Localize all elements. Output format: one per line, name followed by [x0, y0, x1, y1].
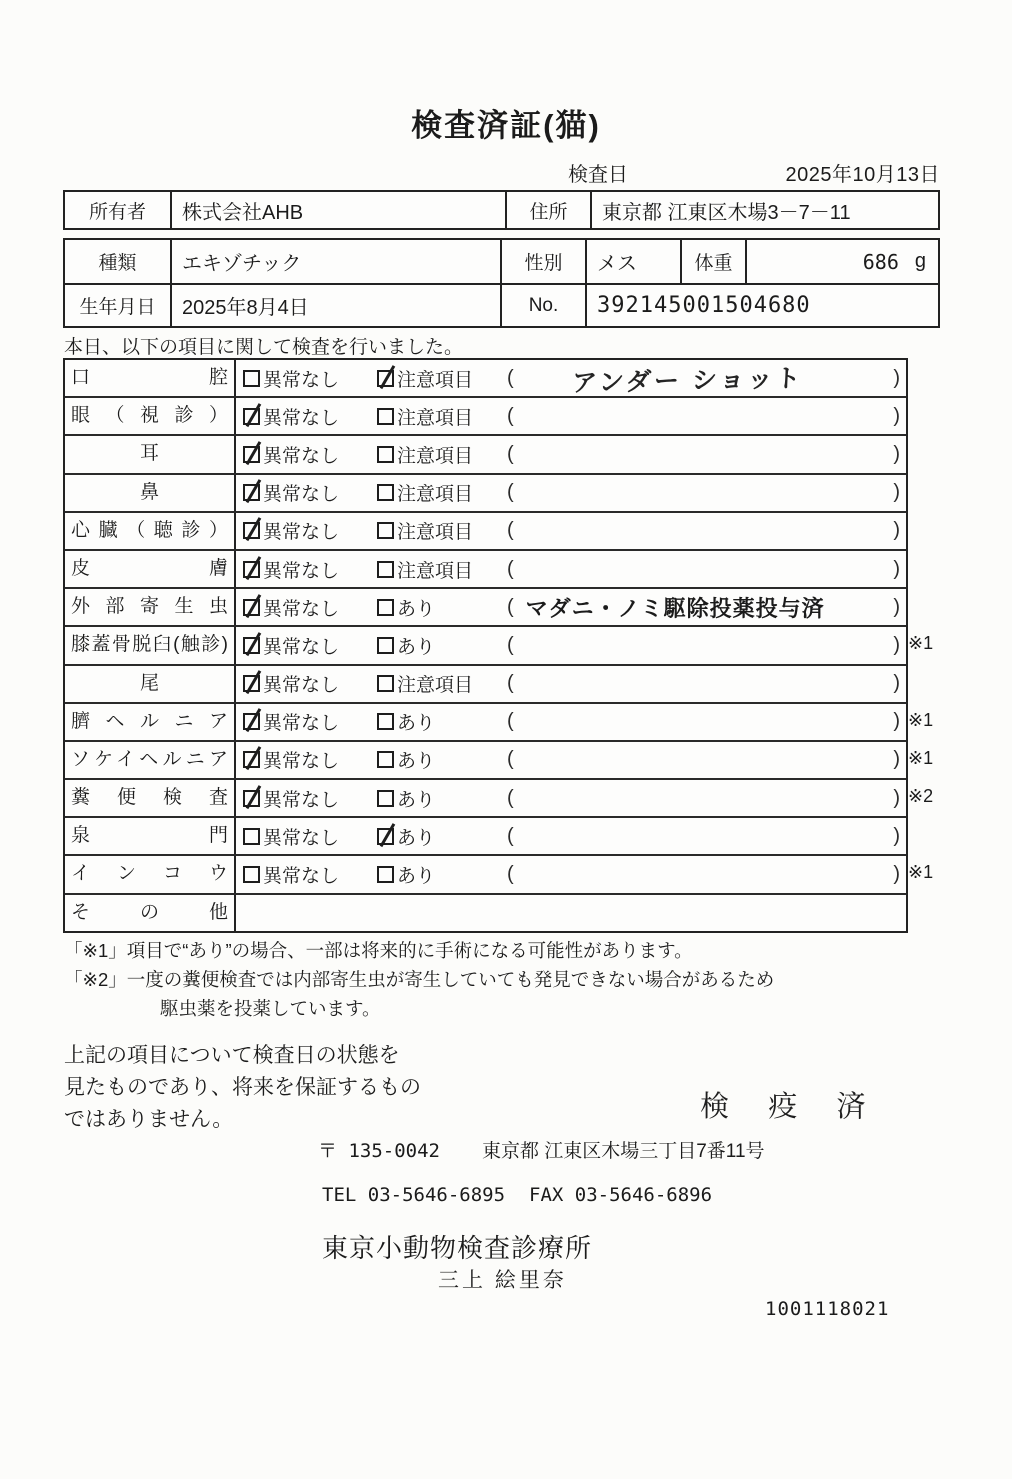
- inspection-row: [65, 396, 906, 434]
- paren-close: ): [893, 481, 900, 504]
- inspection-item-label: 糞便検査: [65, 780, 236, 816]
- no-abnormality-label: 異常なし: [263, 713, 340, 735]
- inspection-item-label: インコウ: [65, 856, 236, 892]
- no-abnormality-group: [243, 517, 377, 544]
- footnote-mark: ※1: [908, 709, 934, 730]
- no-value: 392145001504680: [597, 293, 811, 318]
- no-abnormality-checkbox[interactable]: [243, 561, 260, 578]
- intro-text: 本日、以下の項目に関して検査を行いました。: [64, 337, 464, 358]
- paren-open: (: [507, 481, 514, 504]
- inspection-row-body: [236, 780, 906, 816]
- weight-value: 686: [862, 249, 899, 274]
- paren-close: ): [893, 633, 900, 656]
- note-area: [507, 748, 906, 771]
- attention-group: [377, 517, 507, 544]
- paren-open: (: [507, 366, 514, 389]
- pet-info-table: [63, 238, 940, 328]
- paren-open: (: [507, 672, 514, 695]
- inspection-row-body: [236, 475, 906, 511]
- no-abnormality-checkbox[interactable]: [243, 751, 260, 768]
- attention-checkbox[interactable]: [377, 675, 394, 692]
- owner-table: [63, 190, 940, 230]
- clinic-address: 東京都 江東区木場三丁目7番11号: [481, 1141, 765, 1162]
- attention-checkbox[interactable]: [377, 828, 394, 845]
- inspection-item-label: 外部寄生虫: [65, 589, 236, 625]
- no-abnormality-group: [243, 823, 377, 850]
- inspection-date-label: 検査日: [568, 164, 628, 186]
- inspection-row-body: [236, 704, 906, 740]
- inspection-row: [65, 778, 934, 816]
- paren-open: (: [507, 710, 514, 733]
- no-abnormality-label: 異常なし: [263, 369, 340, 391]
- no-abnormality-checkbox[interactable]: [243, 675, 260, 692]
- breed-label: 種類: [65, 240, 172, 283]
- attention-group: [377, 670, 507, 697]
- disclaimer-line-2: 見たものであり、将来を保証するもの: [64, 1076, 421, 1099]
- inspection-row-body: [236, 666, 906, 702]
- paren-open: (: [507, 404, 514, 427]
- attention-group: [377, 479, 507, 506]
- no-abnormality-checkbox[interactable]: [243, 522, 260, 539]
- clinic-tel: TEL 03-5646-6895: [322, 1184, 506, 1206]
- note-area: [507, 405, 906, 428]
- attention-label: あり: [397, 827, 436, 849]
- footnote-1: 「※1」項目で“あり”の場合、一部は将来的に手術になる可能性があります。: [64, 940, 693, 961]
- paren-close: ): [893, 824, 900, 847]
- no-abnormality-label: 異常なし: [263, 636, 340, 658]
- footnote-2-continued: 駆虫薬を投薬しています。: [160, 998, 381, 1019]
- attention-label: 注意項目: [397, 675, 474, 697]
- attention-checkbox[interactable]: [377, 599, 394, 616]
- owner-label: 所有者: [65, 192, 172, 228]
- attention-checkbox[interactable]: [377, 484, 394, 501]
- no-abnormality-group: [243, 708, 377, 735]
- inspection-item-label: 膝蓋骨脱臼(触診): [65, 627, 236, 663]
- paren-open: (: [507, 442, 514, 465]
- inspection-item-label: 皮膚: [65, 551, 236, 587]
- inspection-row-body: [236, 551, 906, 587]
- inspection-row-body: [236, 742, 906, 778]
- attention-checkbox[interactable]: [377, 370, 394, 387]
- attention-label: あり: [397, 789, 436, 811]
- inspection-date-row: [568, 158, 940, 187]
- weight-unit: g: [914, 250, 926, 272]
- inspection-row: [65, 511, 906, 549]
- no-abnormality-label: 異常なし: [263, 598, 340, 620]
- footnotes: [64, 936, 774, 1023]
- paren-open: (: [507, 786, 514, 809]
- inspection-row-body: [236, 627, 906, 663]
- inspection-row-body: [236, 856, 906, 892]
- inspection-row: [65, 854, 934, 892]
- footnote-mark: ※2: [908, 786, 934, 807]
- footnote-mark: ※1: [908, 633, 934, 654]
- attention-group: [377, 594, 507, 621]
- attention-group: [377, 785, 507, 812]
- paren-open: (: [507, 824, 514, 847]
- no-abnormality-label: 異常なし: [263, 407, 340, 429]
- no-abnormality-label: 異常なし: [263, 484, 340, 506]
- no-abnormality-group: [243, 670, 377, 697]
- attention-checkbox[interactable]: [377, 522, 394, 539]
- no-abnormality-label: 異常なし: [263, 866, 340, 888]
- attention-checkbox[interactable]: [377, 637, 394, 654]
- inspection-item-label: その他: [65, 895, 236, 931]
- note-area: [507, 672, 906, 695]
- inspection-row: [65, 740, 934, 778]
- no-abnormality-label: 異常なし: [263, 789, 340, 811]
- inspection-item-label: 鼻: [65, 475, 236, 511]
- inspection-row: [65, 434, 906, 472]
- note-area: [507, 825, 906, 848]
- note-area: [507, 863, 906, 886]
- note-area: [507, 360, 906, 396]
- attention-checkbox[interactable]: [377, 446, 394, 463]
- attention-label: あり: [397, 751, 436, 773]
- no-abnormality-checkbox[interactable]: [243, 599, 260, 616]
- paren-close: ): [893, 366, 900, 389]
- inspection-row: [65, 549, 906, 587]
- paren-open: (: [507, 557, 514, 580]
- paren-open: (: [507, 748, 514, 771]
- inspection-row: [65, 893, 906, 931]
- note-area: [507, 443, 906, 466]
- paren-close: ): [893, 519, 900, 542]
- birth-label: 生年月日: [65, 285, 172, 326]
- inspection-row: [65, 702, 934, 740]
- attention-group: [377, 708, 507, 735]
- no-abnormality-checkbox[interactable]: [243, 790, 260, 807]
- document-code: 1001118021: [765, 1298, 890, 1320]
- clinic-fax: FAX 03-5646-6896: [529, 1184, 713, 1206]
- sex-label: 性別: [502, 240, 587, 283]
- no-label: No.: [502, 285, 587, 326]
- inspection-item-label: 耳: [65, 436, 236, 472]
- no-abnormality-label: 異常なし: [263, 522, 340, 544]
- paren-close: ): [893, 672, 900, 695]
- note-area: [507, 519, 906, 542]
- inspection-item-label: ソケイヘルニア: [65, 742, 236, 778]
- paren-close: ): [893, 442, 900, 465]
- note-text: マダニ・ノミ駆除投薬投与済: [525, 595, 825, 621]
- no-abnormality-checkbox[interactable]: [243, 370, 260, 387]
- no-abnormality-group: [243, 365, 377, 392]
- no-abnormality-label: 異常なし: [263, 827, 340, 849]
- no-abnormality-checkbox[interactable]: [243, 866, 260, 883]
- breed-value: エキゾチック: [172, 240, 502, 283]
- disclaimer-line-1: 上記の項目について検査日の状態を: [64, 1044, 400, 1067]
- paren-open: (: [507, 595, 514, 618]
- attention-label: 注意項目: [397, 445, 474, 467]
- inspection-row-body: [236, 895, 906, 931]
- note-area: [507, 787, 906, 810]
- inspection-row: [65, 625, 934, 663]
- attention-label: 注意項目: [397, 369, 474, 391]
- inspection-item-label: 臍ヘルニア: [65, 704, 236, 740]
- attention-label: 注意項目: [397, 407, 474, 429]
- no-abnormality-group: [243, 479, 377, 506]
- paren-close: ): [893, 748, 900, 771]
- inspection-item-label: 尾: [65, 666, 236, 702]
- attention-group: [377, 403, 507, 430]
- attention-checkbox[interactable]: [377, 751, 394, 768]
- no-abnormality-group: [243, 861, 377, 888]
- attention-group: [377, 823, 507, 850]
- attention-group: [377, 861, 507, 888]
- no-abnormality-checkbox[interactable]: [243, 446, 260, 463]
- attention-label: あり: [397, 866, 436, 888]
- no-abnormality-label: 異常なし: [263, 445, 340, 467]
- attention-label: あり: [397, 598, 436, 620]
- no-abnormality-group: [243, 594, 377, 621]
- attention-label: 注意項目: [397, 522, 474, 544]
- inspection-item-label: 心臓（聴診）: [65, 513, 236, 549]
- paren-close: ): [893, 557, 900, 580]
- note-area: [507, 634, 906, 657]
- attention-checkbox[interactable]: [377, 408, 394, 425]
- inspection-row-body: [236, 513, 906, 549]
- note-text: アンダー ショット: [570, 364, 804, 398]
- paren-close: ): [893, 404, 900, 427]
- note-area: [507, 710, 906, 733]
- no-abnormality-group: [243, 746, 377, 773]
- no-abnormality-label: 異常なし: [263, 751, 340, 773]
- weight-value-cell: [747, 240, 938, 283]
- no-abnormality-label: 異常なし: [263, 675, 340, 697]
- clinic-name: 東京小動物検査診療所: [322, 1233, 593, 1263]
- inspection-row: [65, 360, 906, 396]
- no-abnormality-group: [243, 785, 377, 812]
- inspection-item-label: 口腔: [65, 360, 236, 396]
- disclaimer: [64, 1040, 421, 1136]
- inspection-row: [65, 816, 906, 854]
- address-value: 東京都 江東区木場3－7－11: [602, 201, 851, 224]
- paren-open: (: [507, 633, 514, 656]
- note-area: [507, 558, 906, 581]
- no-abnormality-checkbox[interactable]: [243, 637, 260, 654]
- note-area: [507, 481, 906, 504]
- no-abnormality-checkbox[interactable]: [243, 408, 260, 425]
- disclaimer-line-3: ではありません。: [64, 1108, 234, 1131]
- attention-label: あり: [397, 636, 436, 658]
- paren-open: (: [507, 863, 514, 886]
- attention-label: 注意項目: [397, 484, 474, 506]
- no-abnormality-checkbox[interactable]: [243, 484, 260, 501]
- page-title: 検査済証(猫): [411, 108, 601, 143]
- postal-code: 〒 135-0042: [318, 1140, 440, 1162]
- no-abnormality-group: [243, 403, 377, 430]
- inspection-date-value: 2025年10月13日: [785, 164, 940, 186]
- paren-close: ): [893, 786, 900, 809]
- inspection-row: [65, 664, 906, 702]
- inspection-item-label: 泉門: [65, 818, 236, 854]
- no-abnormality-group: [243, 632, 377, 659]
- attention-group: [377, 441, 507, 468]
- inspection-row-body: [236, 398, 906, 434]
- paren-close: ): [893, 595, 900, 618]
- inspection-row-body: [236, 360, 906, 396]
- note-area: [507, 592, 906, 623]
- owner-value: 株式会社AHB: [172, 192, 507, 228]
- veterinarian-name: 三上 絵里奈: [438, 1269, 567, 1292]
- attention-checkbox[interactable]: [377, 866, 394, 883]
- inspection-row-body: [236, 436, 906, 472]
- no-abnormality-label: 異常なし: [263, 560, 340, 582]
- inspection-row: [65, 473, 906, 511]
- attention-group: [377, 556, 507, 583]
- attention-checkbox[interactable]: [377, 713, 394, 730]
- no-abnormality-group: [243, 441, 377, 468]
- paren-close: ): [893, 863, 900, 886]
- weight-label: 体重: [682, 240, 747, 283]
- attention-checkbox[interactable]: [377, 561, 394, 578]
- quarantine-stamp: 検 疫 済: [700, 1091, 882, 1123]
- sex-value: メス: [587, 240, 682, 283]
- attention-group: [377, 746, 507, 773]
- inspection-row-body: [236, 589, 906, 625]
- attention-label: あり: [397, 713, 436, 735]
- no-abnormality-checkbox[interactable]: [243, 713, 260, 730]
- clinic-telfax-row: [322, 1184, 712, 1206]
- inspection-row-body: [236, 818, 906, 854]
- paren-open: (: [507, 519, 514, 542]
- inspection-table: [63, 358, 934, 933]
- footnote-mark: ※1: [908, 747, 934, 768]
- birth-value: 2025年8月4日: [172, 285, 502, 326]
- attention-group: [377, 632, 507, 659]
- attention-label: 注意項目: [397, 560, 474, 582]
- paren-close: ): [893, 710, 900, 733]
- no-abnormality-checkbox[interactable]: [243, 828, 260, 845]
- no-abnormality-group: [243, 556, 377, 583]
- address-label: 住所: [507, 192, 592, 228]
- inspection-item-label: 眼（視診）: [65, 398, 236, 434]
- attention-checkbox[interactable]: [377, 790, 394, 807]
- clinic-postal-row: [318, 1136, 765, 1163]
- attention-group: [377, 365, 507, 392]
- footnote-2: 「※2」一度の糞便検査では内部寄生虫が寄生していても発見できない場合があるため: [64, 969, 775, 990]
- inspection-row: [65, 587, 906, 625]
- footnote-mark: ※1: [908, 862, 934, 883]
